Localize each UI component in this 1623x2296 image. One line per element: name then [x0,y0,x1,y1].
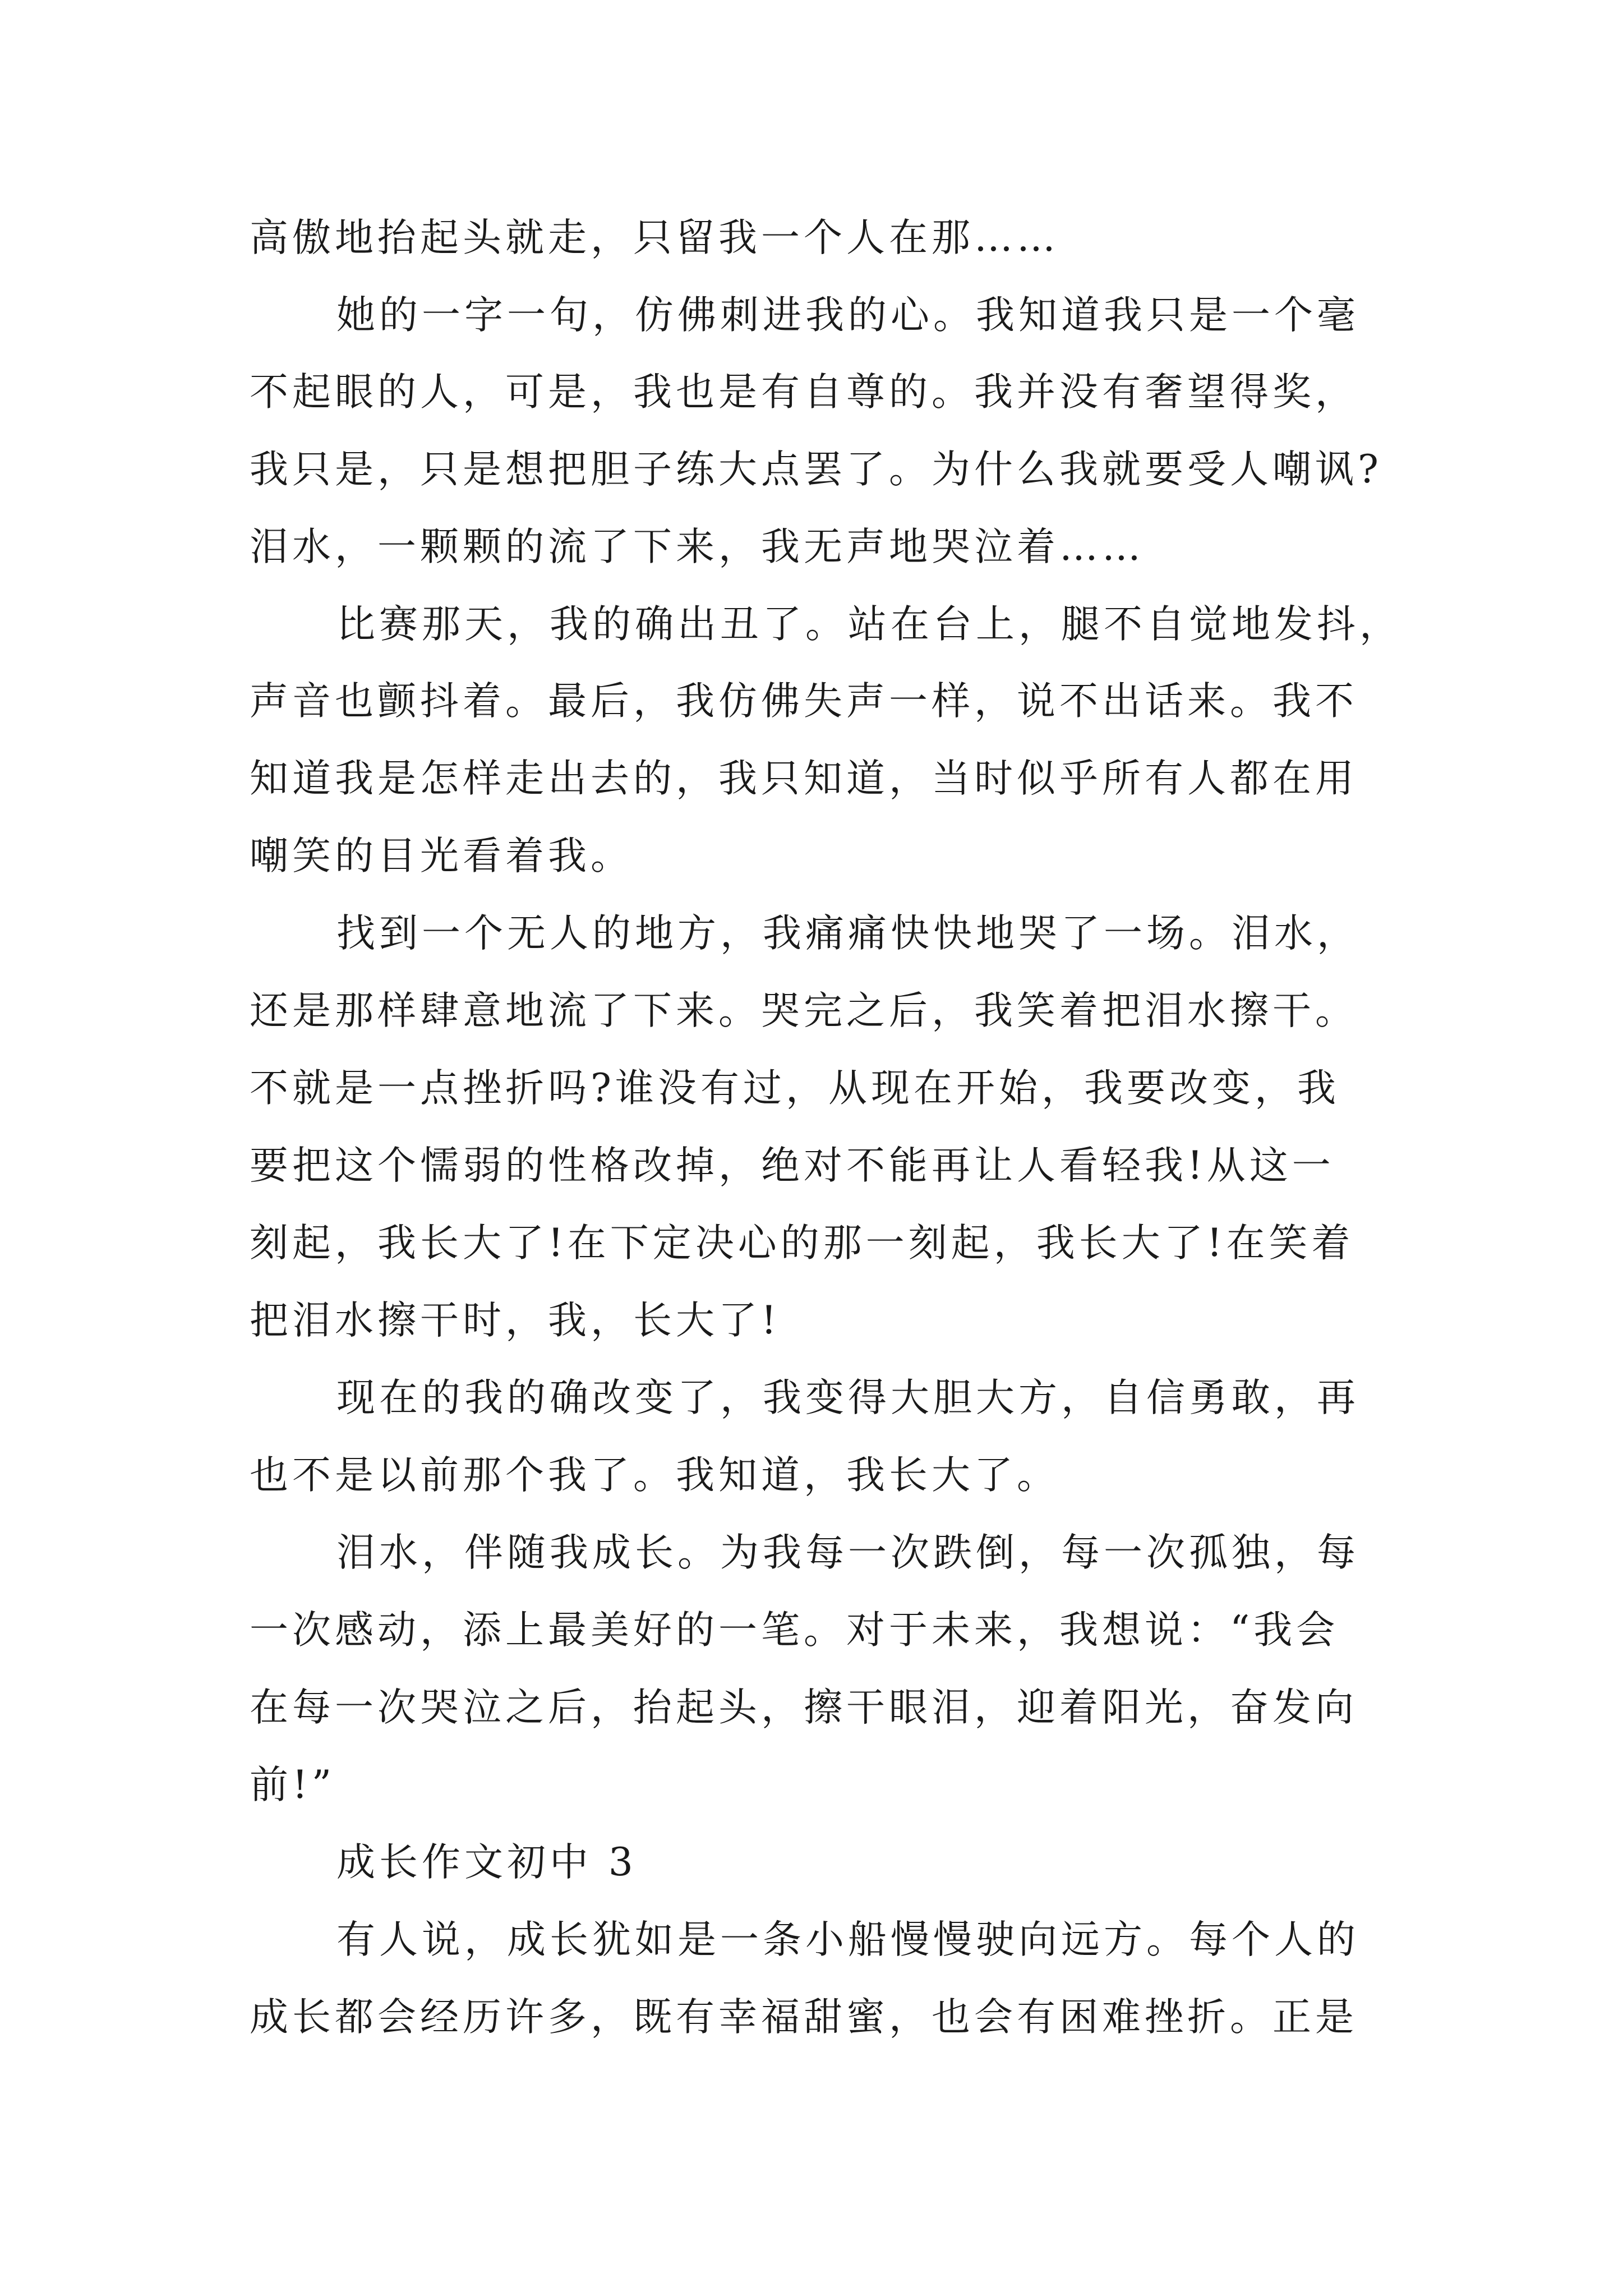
text-line: 前!” [250,1763,336,1807]
text-line: 我只是，只是想把胆子练大点罢了。为什么我就要受人嘲讽? [250,447,1382,492]
paragraph-first-line: 她的一字一句，仿佛刺进我的心。我知道我只是一个毫 [336,293,1359,338]
paragraph-first-line: 泪水，伴随我成长。为我每一次跌倒，每一次孤独，每 [336,1530,1359,1575]
text-line: 在每一次哭泣之后，抬起头，擦干眼泪，迎着阳光，奋发向 [250,1685,1358,1730]
text-line: 也不是以前那个我了。我知道，我长大了。 [250,1453,1059,1498]
text-line: 把泪水擦干时，我，长大了! [250,1298,781,1343]
text-line: 还是那样肆意地流了下来。哭完之后，我笑着把泪水擦干。 [250,988,1358,1033]
paragraph-first-line: 有人说，成长犹如是一条小船慢慢驶向远方。每个人的 [336,1917,1359,1962]
paragraph-first-line: 现在的我的确改变了，我变得大胆大方，自信勇敢，再 [336,1375,1359,1420]
text-line: 刻起，我长大了!在下定决心的那一刻起，我长大了!在笑着 [250,1221,1354,1266]
text-line: 知道我是怎样走出去的，我只知道，当时似乎所有人都在用 [250,756,1358,801]
section-heading: 成长作文初中 3 [336,1840,637,1885]
text-line: 不起眼的人，可是，我也是有自尊的。我并没有奢望得奖， [250,370,1358,415]
text-line: 成长都会经历许多，既有幸福甜蜜，也会有困难挫折。正是 [250,1995,1358,2040]
text-line: 嘲笑的目光看着我。 [250,834,633,878]
paragraph-first-line: 比赛那天，我的确出丑了。站在台上，腿不自觉地发抖， [336,602,1402,647]
text-line: 要把这个懦弱的性格改掉，绝对不能再让人看轻我!从这一 [250,1143,1335,1188]
text-line: 泪水，一颗颗的流了下来，我无声地哭泣着…… [250,524,1145,569]
text-line: 高傲地抬起头就走，只留我一个人在那…… [250,215,1059,260]
text-line: 一次感动，添上最美好的一笔。对于未来，我想说：“我会 [250,1608,1339,1653]
text-line: 不就是一点挫折吗?谁没有过，从现在开始，我要改变，我 [250,1066,1340,1111]
paragraph-first-line: 找到一个无人的地方，我痛痛快快地哭了一场。泪水， [336,911,1359,956]
text-line: 声音也颤抖着。最后，我仿佛失声一样，说不出话来。我不 [250,679,1358,724]
